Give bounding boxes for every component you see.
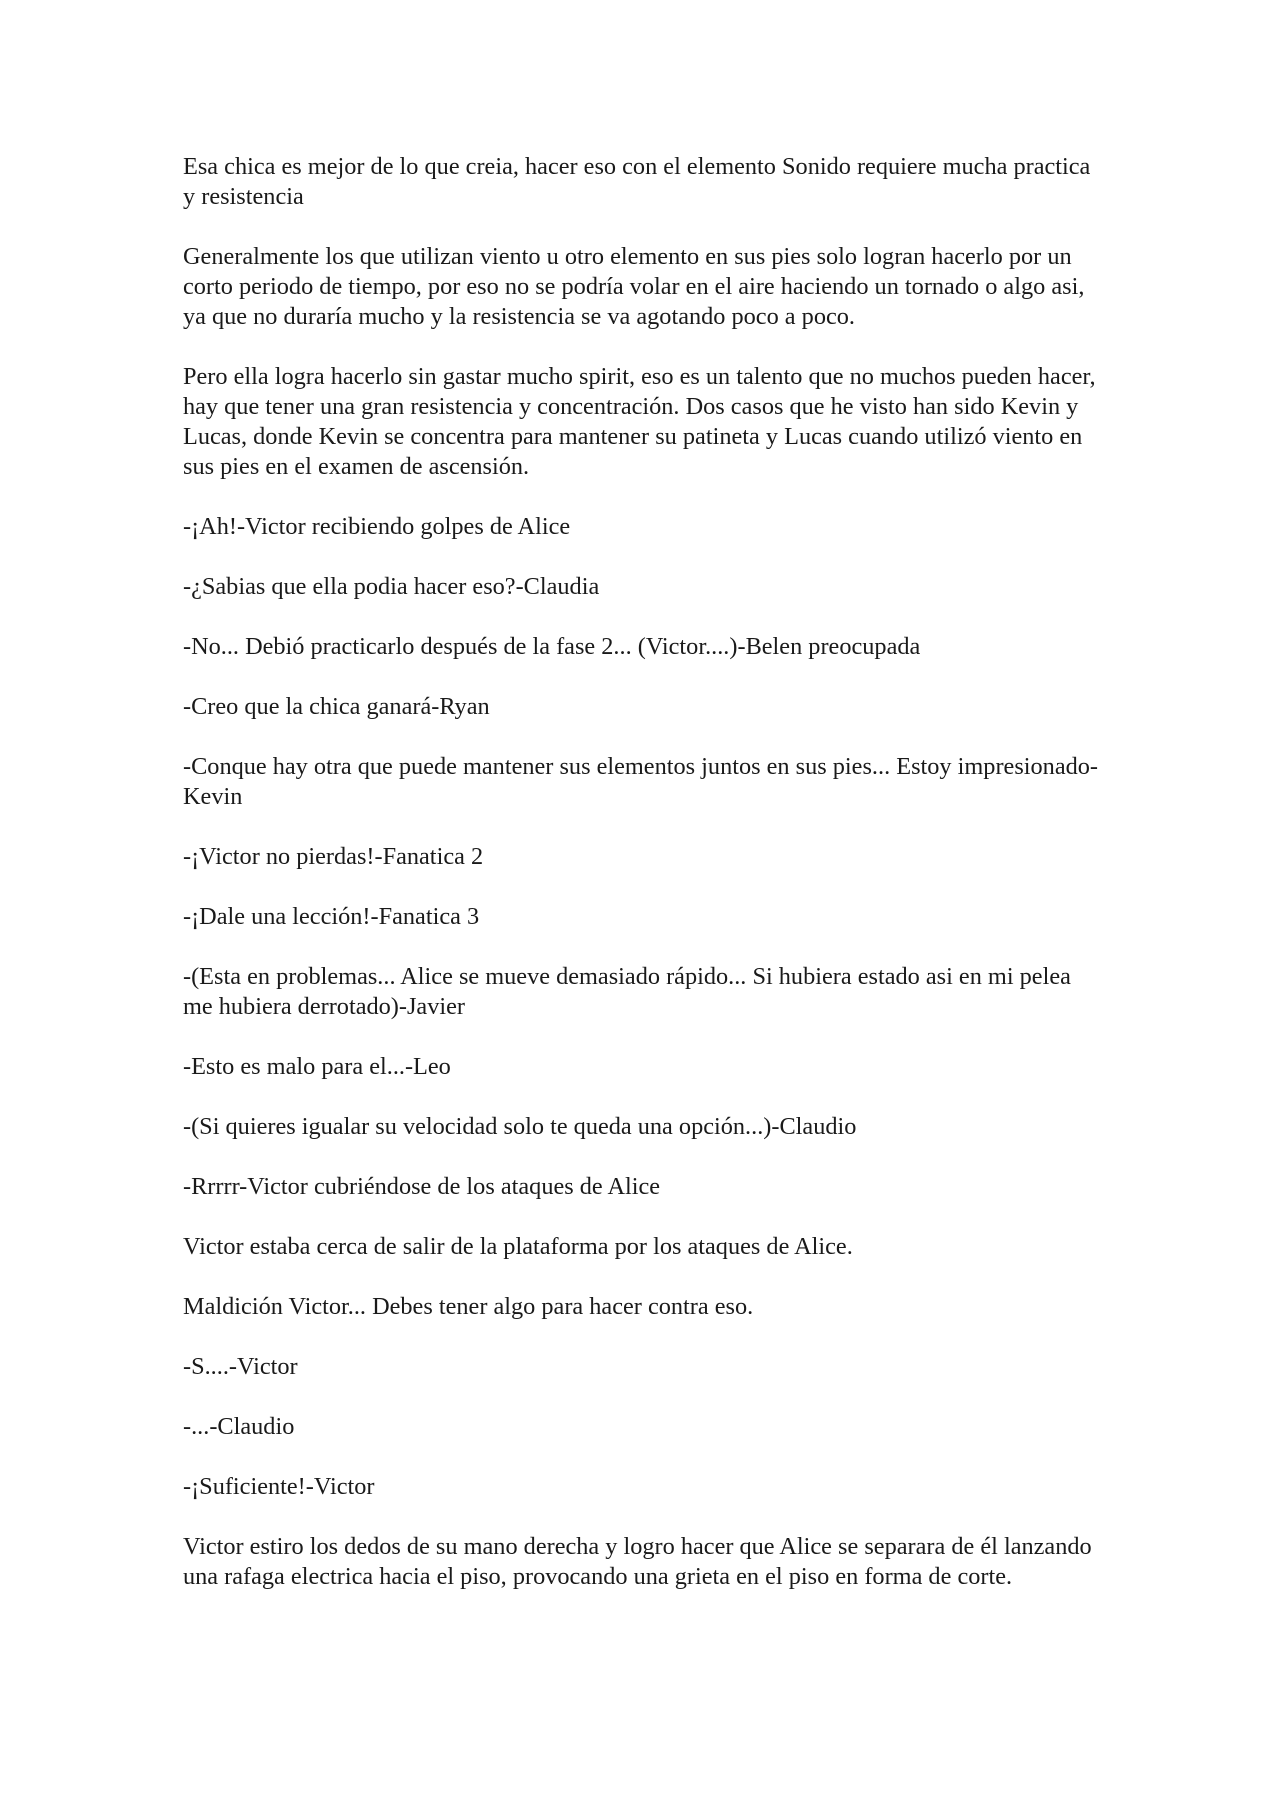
dialogue-line: -¡Dale una lección!-Fanatica 3 <box>183 903 480 930</box>
paragraph: Pero ella logra hacerlo sin gastar mucho spirit, eso es un talento que no muchos pueden hacer, hay que tener una gran resistencia y concentración. Dos casos que he visto han sido Kevin y Lucas, donde Kevin se concentra para mantener su patineta y Lucas cuando utilizó viento en sus pies en el examen de ascensión. <box>183 363 1096 480</box>
dialogue-line: -Esto es malo para el...-Leo <box>183 1053 451 1080</box>
paragraph: Esa chica es mejor de lo que creia, hacer eso con el elemento Sonido requiere mucha practica y resistencia <box>183 153 1091 210</box>
dialogue-line: -Rrrrr-Victor cubriéndose de los ataques de Alice <box>183 1173 661 1200</box>
dialogue-line: -¡Suficiente!-Victor <box>183 1473 375 1500</box>
document-body <box>183 152 1103 1622</box>
dialogue-line: -¿Sabias que ella podia hacer eso?-Claudia <box>183 573 600 600</box>
dialogue-line: -(Si quieres igualar su velocidad solo te queda una opción...)-Claudio <box>183 1113 857 1140</box>
paragraph: Victor estaba cerca de salir de la plataforma por los ataques de Alice. <box>183 1233 853 1260</box>
dialogue-line: -...-Claudio <box>183 1413 295 1440</box>
paragraph: Victor estiro los dedos de su mano derecha y logro hacer que Alice se separara de él lanzando una rafaga electrica hacia el piso, provocando una grieta en el piso en forma de corte. <box>183 1533 1092 1590</box>
dialogue-line: -Conque hay otra que puede mantener sus elementos juntos en sus pies... Estoy impresionado-Kevin <box>183 753 1098 810</box>
dialogue-line: -¡Victor no pierdas!-Fanatica 2 <box>183 843 484 870</box>
dialogue-line: -(Esta en problemas... Alice se mueve demasiado rápido... Si hubiera estado asi en mi pelea me hubiera derrotado)-Javier <box>183 963 1071 1020</box>
dialogue-line: -¡Ah!-Victor recibiendo golpes de Alice <box>183 513 571 540</box>
dialogue-line: -S....-Victor <box>183 1353 298 1380</box>
paragraph: Generalmente los que utilizan viento u otro elemento en sus pies solo logran hacerlo por un corto periodo de tiempo, por eso no se podría volar en el aire haciendo un tornado o algo asi, ya que no duraría mucho y la resistencia se va agotando poco a poco. <box>183 243 1085 330</box>
dialogue-line: -No... Debió practicarlo después de la fase 2... (Victor....)-Belen preocupada <box>183 633 921 660</box>
paragraph: Maldición Victor... Debes tener algo para hacer contra eso. <box>183 1293 754 1320</box>
dialogue-line: -Creo que la chica ganará-Ryan <box>183 693 490 720</box>
